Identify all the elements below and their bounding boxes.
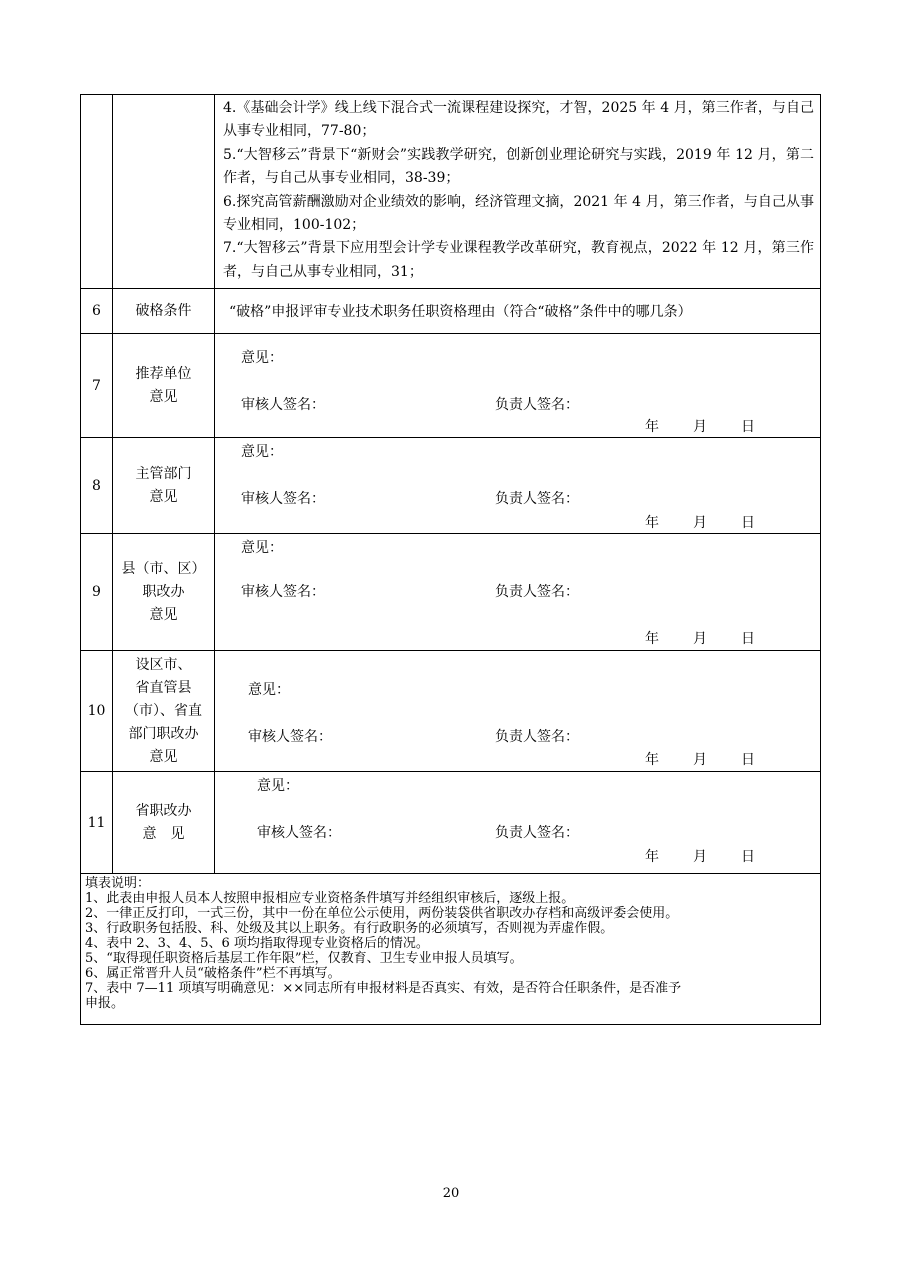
application-form-table bbox=[80, 94, 821, 1025]
date-day-label: 日 bbox=[741, 631, 755, 647]
date-day-label: 日 bbox=[741, 849, 755, 865]
date-month-label: 月 bbox=[693, 752, 707, 768]
row-item-label: 破格条件 bbox=[113, 289, 215, 333]
opinion-field bbox=[215, 772, 820, 873]
opinion-field bbox=[215, 651, 820, 771]
instruction-item: 3、行政职务包括股、科、处级及其以上职务。有行政职务的必须填写，否则视为弄虚作假。 bbox=[85, 921, 614, 936]
date-month-label: 月 bbox=[693, 419, 707, 435]
leader-signature-label: 负责人签名： bbox=[495, 397, 579, 413]
row-number: 9 bbox=[81, 534, 113, 650]
papers-row-item-cell bbox=[113, 95, 215, 288]
row-6 bbox=[81, 289, 820, 334]
row-number: 6 bbox=[81, 289, 113, 333]
page-number: 20 bbox=[442, 1186, 460, 1201]
leader-signature-label: 负责人签名： bbox=[495, 584, 579, 600]
opinion-field bbox=[215, 534, 820, 650]
leader-signature-label: 负责人签名： bbox=[495, 729, 579, 745]
opinion-label: 意见： bbox=[241, 350, 283, 366]
instruction-item: 6、属正常晋升人员“破格条件”栏不再填写。 bbox=[85, 966, 341, 981]
date-month-label: 月 bbox=[693, 849, 707, 865]
row-9 bbox=[81, 534, 820, 651]
paper-entry: 6.探究高管薪酬激励对企业绩效的影响，经济管理文摘，2021 年 4 月，第三作者，与自己从事专业相同，100-102； bbox=[223, 193, 814, 234]
exception-reason-field bbox=[215, 289, 820, 333]
opinion-field bbox=[215, 438, 820, 533]
row-number: 8 bbox=[81, 438, 113, 533]
leader-signature-label: 负责人签名： bbox=[495, 491, 579, 507]
date-month-label: 月 bbox=[693, 515, 707, 531]
date-day-label: 日 bbox=[741, 419, 755, 435]
exception-reason-label: “破格”申报评审专业技术职务任职资格理由（符合“破格”条件中的哪几条） bbox=[229, 304, 692, 320]
opinion-label: 意见： bbox=[241, 444, 283, 460]
paper-entry: 4.《基础会计学》线上线下混合式一流课程建设探究，才智，2025 年 4 月，第三作者，与自己从事专业相同，77-80； bbox=[223, 100, 814, 140]
row-number: 11 bbox=[81, 772, 113, 873]
date-year-label: 年 bbox=[645, 631, 659, 647]
reviewer-signature-label: 审核人签名： bbox=[241, 584, 325, 600]
reviewer-signature-label: 审核人签名： bbox=[257, 825, 341, 841]
instruction-item: 5、“取得现任职资格后基层工作年限”栏，仅教育、卫生专业申报人员填写。 bbox=[85, 951, 523, 966]
papers-list bbox=[215, 95, 820, 288]
date-year-label: 年 bbox=[645, 515, 659, 531]
row-11 bbox=[81, 772, 820, 874]
reviewer-signature-label: 审核人签名： bbox=[248, 729, 332, 745]
row-item-label: 推荐单位 意见 bbox=[113, 334, 215, 437]
papers-row-number-cell bbox=[81, 95, 113, 288]
row-number: 7 bbox=[81, 334, 113, 437]
date-year-label: 年 bbox=[645, 419, 659, 435]
row-8 bbox=[81, 438, 820, 534]
row-item-label: 主管部门 意见 bbox=[113, 438, 215, 533]
instruction-item: 4、表中 2、3、4、5、6 项均指取得现专业资格后的情况。 bbox=[85, 936, 429, 951]
row-number: 10 bbox=[81, 651, 113, 771]
instructions-title: 填表说明： bbox=[85, 876, 151, 891]
instruction-item: 申报。 bbox=[85, 996, 125, 1011]
reviewer-signature-label: 审核人签名： bbox=[241, 491, 325, 507]
paper-entry: 5.“大智移云”背景下“新财会”实践教学研究，创新创业理论研究与实践，2019 年 12 月，第二作者，与自己从事专业相同，38-39； bbox=[223, 146, 814, 187]
date-day-label: 日 bbox=[741, 752, 755, 768]
opinion-label: 意见： bbox=[241, 540, 283, 556]
row-item-label: 设区市、 省直管县 （市）、省直 部门职改办 意见 bbox=[113, 651, 215, 771]
row-10 bbox=[81, 651, 820, 772]
opinion-field bbox=[215, 334, 820, 437]
filling-instructions bbox=[81, 876, 820, 1011]
leader-signature-label: 负责人签名： bbox=[495, 825, 579, 841]
papers-row bbox=[81, 95, 820, 289]
opinion-label: 意见： bbox=[257, 778, 299, 794]
row-item-label: 县（市、区） 职改办 意见 bbox=[113, 534, 215, 650]
opinion-label: 意见： bbox=[248, 682, 290, 698]
row-item-label: 省职改办 意 见 bbox=[113, 772, 215, 873]
paper-entry: 7.“大智移云”背景下应用型会计学专业课程教学改革研究，教育视点，2022 年 12 月，第三作者，与自己从事专业相同，31； bbox=[223, 240, 814, 280]
date-day-label: 日 bbox=[741, 515, 755, 531]
instruction-item: 2、一律正反打印，一式三份，其中一份在单位公示使用，两份装袋供省职改办存档和高级评委会使用。 bbox=[85, 906, 679, 921]
reviewer-signature-label: 审核人签名： bbox=[241, 397, 325, 413]
date-year-label: 年 bbox=[645, 849, 659, 865]
date-year-label: 年 bbox=[645, 752, 659, 768]
instruction-item: 7、表中 7—11 项填写明确意见：××同志所有申报材料是否真实、有效，是否符合任职条件，是否准予 bbox=[85, 981, 682, 996]
row-7 bbox=[81, 334, 820, 438]
date-month-label: 月 bbox=[693, 631, 707, 647]
instruction-item: 1、此表由申报人员本人按照申报相应专业资格条件填写并经组织审核后，逐级上报。 bbox=[85, 891, 575, 906]
